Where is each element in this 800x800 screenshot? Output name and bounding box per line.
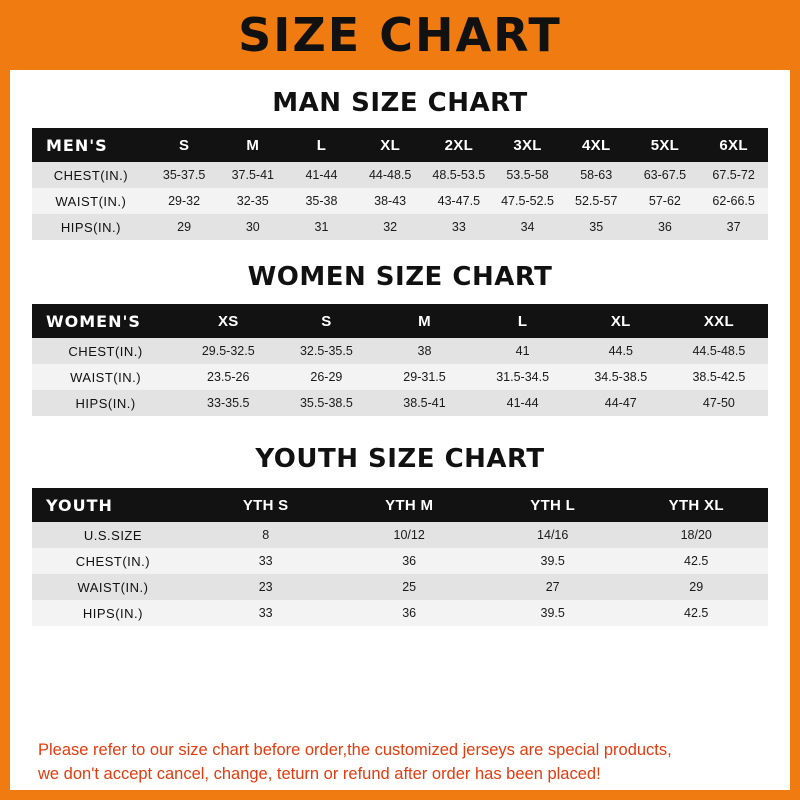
table-cell: 27 bbox=[481, 574, 625, 600]
table-cell: 10/12 bbox=[337, 522, 481, 548]
table-row bbox=[32, 162, 768, 188]
table-row bbox=[32, 214, 768, 240]
table-cell: 29-31.5 bbox=[375, 364, 473, 390]
column-header: XL bbox=[356, 128, 425, 162]
column-header: 2XL bbox=[425, 128, 494, 162]
table-cell: 53.5-58 bbox=[493, 162, 562, 188]
table-cell: 48.5-53.5 bbox=[425, 162, 494, 188]
youth-size-table bbox=[32, 488, 768, 626]
column-header: MEN'S bbox=[32, 128, 150, 162]
column-header: L bbox=[474, 304, 572, 338]
man-size-table bbox=[32, 128, 768, 240]
table-cell: 14/16 bbox=[481, 522, 625, 548]
table-cell: 35 bbox=[562, 214, 631, 240]
table-cell: 29 bbox=[150, 214, 219, 240]
table-cell: 44.5 bbox=[572, 338, 670, 364]
table-cell: 44.5-48.5 bbox=[670, 338, 768, 364]
column-header: 5XL bbox=[631, 128, 700, 162]
table-cell: 33 bbox=[194, 600, 338, 626]
table-cell: 44-47 bbox=[572, 390, 670, 416]
table-cell: 63-67.5 bbox=[631, 162, 700, 188]
table-cell: 36 bbox=[337, 600, 481, 626]
column-header: S bbox=[277, 304, 375, 338]
column-header: 3XL bbox=[493, 128, 562, 162]
table-cell: 44-48.5 bbox=[356, 162, 425, 188]
table-cell: 41-44 bbox=[287, 162, 356, 188]
table-cell: 41 bbox=[474, 338, 572, 364]
table-cell: 35-38 bbox=[287, 188, 356, 214]
table-cell: 29-32 bbox=[150, 188, 219, 214]
table-cell: 57-62 bbox=[631, 188, 700, 214]
table-cell: 43-47.5 bbox=[425, 188, 494, 214]
table-cell: 32-35 bbox=[218, 188, 287, 214]
table-cell: 33 bbox=[194, 548, 338, 574]
column-header: 4XL bbox=[562, 128, 631, 162]
table-cell: 42.5 bbox=[624, 548, 768, 574]
row-label: U.S.SIZE bbox=[32, 522, 194, 548]
table-row bbox=[32, 600, 768, 626]
row-label: CHEST(IN.) bbox=[32, 338, 179, 364]
table-row bbox=[32, 188, 768, 214]
table-cell: 31.5-34.5 bbox=[474, 364, 572, 390]
column-header: XXL bbox=[670, 304, 768, 338]
column-header: YTH S bbox=[194, 488, 338, 522]
column-header: 6XL bbox=[699, 128, 768, 162]
content bbox=[10, 88, 790, 626]
table-cell: 62-66.5 bbox=[699, 188, 768, 214]
women-section-title: WOMEN SIZE CHART bbox=[247, 262, 553, 292]
women-size-table bbox=[32, 304, 768, 416]
column-header: XL bbox=[572, 304, 670, 338]
table-cell: 58-63 bbox=[562, 162, 631, 188]
table-cell: 36 bbox=[631, 214, 700, 240]
table-cell: 38-43 bbox=[356, 188, 425, 214]
column-header: L bbox=[287, 128, 356, 162]
table-row bbox=[32, 390, 768, 416]
footer-note-line-1: Please refer to our size chart before order,the customized jerseys are special products, bbox=[38, 741, 672, 760]
table-cell: 34.5-38.5 bbox=[572, 364, 670, 390]
row-label: CHEST(IN.) bbox=[32, 162, 150, 188]
row-label: HIPS(IN.) bbox=[32, 214, 150, 240]
banner bbox=[0, 0, 800, 70]
table-cell: 47.5-52.5 bbox=[493, 188, 562, 214]
footer-note-line-2: we don't accept cancel, change, teturn or refund after order has been placed! bbox=[38, 764, 601, 783]
row-label: CHEST(IN.) bbox=[32, 548, 194, 574]
table-row bbox=[32, 574, 768, 600]
table-cell: 38 bbox=[375, 338, 473, 364]
row-label: WAIST(IN.) bbox=[32, 188, 150, 214]
row-label: HIPS(IN.) bbox=[32, 390, 179, 416]
table-cell: 35.5-38.5 bbox=[277, 390, 375, 416]
table-cell: 29 bbox=[624, 574, 768, 600]
youth-section-title: YOUTH SIZE CHART bbox=[255, 444, 545, 474]
table-cell: 33-35.5 bbox=[179, 390, 277, 416]
table-cell: 29.5-32.5 bbox=[179, 338, 277, 364]
table-row bbox=[32, 364, 768, 390]
table-cell: 26-29 bbox=[277, 364, 375, 390]
table-cell: 38.5-42.5 bbox=[670, 364, 768, 390]
table-cell: 36 bbox=[337, 548, 481, 574]
table-cell: 38.5-41 bbox=[375, 390, 473, 416]
table-row bbox=[32, 338, 768, 364]
table-cell: 37 bbox=[699, 214, 768, 240]
table-cell: 32 bbox=[356, 214, 425, 240]
column-header: YOUTH bbox=[32, 488, 194, 522]
column-header: YTH XL bbox=[624, 488, 768, 522]
table-cell: 23.5-26 bbox=[179, 364, 277, 390]
bottom-accent-bar bbox=[10, 790, 790, 800]
table-cell: 47-50 bbox=[670, 390, 768, 416]
table-cell: 35-37.5 bbox=[150, 162, 219, 188]
table-cell: 37.5-41 bbox=[218, 162, 287, 188]
column-header: WOMEN'S bbox=[32, 304, 179, 338]
table-cell: 52.5-57 bbox=[562, 188, 631, 214]
column-header: XS bbox=[179, 304, 277, 338]
table-row bbox=[32, 522, 768, 548]
page-title: SIZE CHART bbox=[238, 8, 562, 62]
table-row bbox=[32, 548, 768, 574]
table-header-row bbox=[32, 128, 768, 162]
column-header: YTH L bbox=[481, 488, 625, 522]
table-cell: 25 bbox=[337, 574, 481, 600]
table-cell: 8 bbox=[194, 522, 338, 548]
table-cell: 39.5 bbox=[481, 548, 625, 574]
column-header: M bbox=[375, 304, 473, 338]
table-cell: 34 bbox=[493, 214, 562, 240]
table-cell: 39.5 bbox=[481, 600, 625, 626]
man-section-title: MAN SIZE CHART bbox=[272, 88, 528, 118]
column-header: S bbox=[150, 128, 219, 162]
table-cell: 31 bbox=[287, 214, 356, 240]
table-header-row bbox=[32, 488, 768, 522]
row-label: WAIST(IN.) bbox=[32, 574, 194, 600]
table-cell: 30 bbox=[218, 214, 287, 240]
table-cell: 42.5 bbox=[624, 600, 768, 626]
column-header: M bbox=[218, 128, 287, 162]
table-cell: 32.5-35.5 bbox=[277, 338, 375, 364]
table-header-row bbox=[32, 304, 768, 338]
table-cell: 41-44 bbox=[474, 390, 572, 416]
table-cell: 67.5-72 bbox=[699, 162, 768, 188]
table-cell: 18/20 bbox=[624, 522, 768, 548]
column-header: YTH M bbox=[337, 488, 481, 522]
row-label: HIPS(IN.) bbox=[32, 600, 194, 626]
table-cell: 23 bbox=[194, 574, 338, 600]
table-cell: 33 bbox=[425, 214, 494, 240]
row-label: WAIST(IN.) bbox=[32, 364, 179, 390]
